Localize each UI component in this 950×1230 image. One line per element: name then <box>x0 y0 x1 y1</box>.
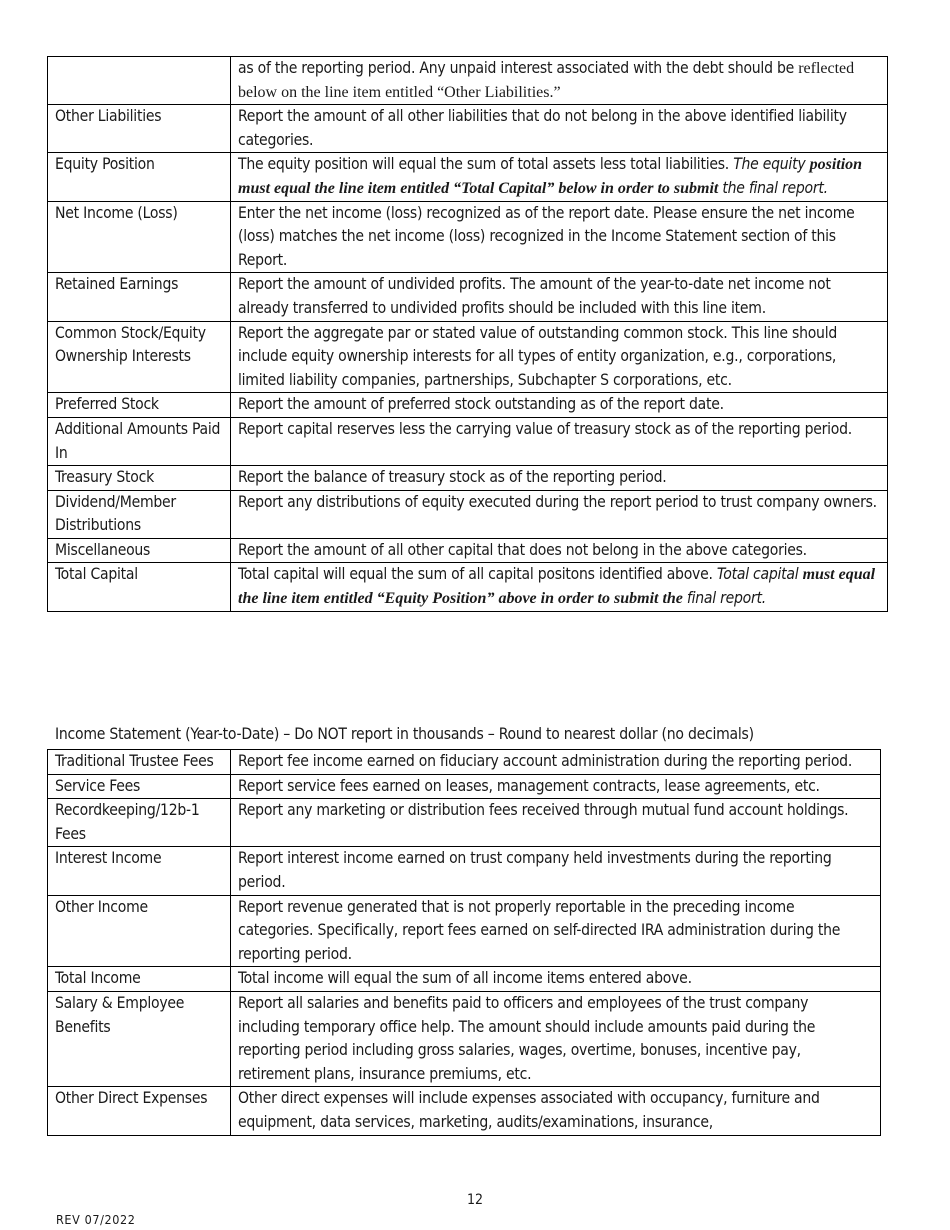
line-item-label: Retained Earnings <box>48 273 231 321</box>
table-row <box>48 750 881 775</box>
income-statement-definitions-table <box>47 749 881 1136</box>
line-item-label <box>48 57 231 105</box>
line-item-label: Preferred Stock <box>48 393 231 418</box>
line-item-label: Dividend/Member Distributions <box>48 490 231 538</box>
line-item-label: Other Liabilities <box>48 105 231 153</box>
description-text: Report the amount of all other capital that does not belong in the above categories. <box>238 540 807 559</box>
description-text: Total capital will equal the sum of all capital positons identified above. <box>238 565 717 584</box>
description-text: the final report. <box>722 178 828 197</box>
line-item-description <box>231 1087 881 1135</box>
description-text: must equal the line item entitled “Equity Position” above in order to submit the <box>238 566 876 608</box>
line-item-description <box>231 991 881 1086</box>
line-item-label: Total Income <box>48 967 231 992</box>
table-row <box>48 774 881 799</box>
description-text: Report the balance of treasury stock as of the reporting period. <box>238 468 667 487</box>
table-row <box>48 466 888 491</box>
description-text: Report revenue generated that is not properly reportable in the preceding income categories. Specifically, report fees earned on self-directed IRA administration during the reporting period. <box>238 897 841 963</box>
table-row <box>48 105 888 153</box>
line-item-description <box>231 466 888 491</box>
line-item-label: Miscellaneous <box>48 538 231 563</box>
description-text: Report the amount of undivided profits. The amount of the year-to-date net income not already transferred to undivided profits should be included with this line item. <box>238 275 831 317</box>
description-text: Report the amount of all other liabilities that do not belong in the above identified liability categories. <box>238 107 847 149</box>
description-text: The equity <box>733 155 810 174</box>
description-text: Total capital <box>716 565 803 584</box>
description-text: Report any distributions of equity executed during the report period to trust company owners. <box>238 492 877 511</box>
description-text: Report service fees earned on leases, management contracts, lease agreements, etc. <box>238 776 820 795</box>
table-row <box>48 490 888 538</box>
line-item-label: Other Direct Expenses <box>48 1087 231 1135</box>
line-item-description <box>231 799 881 847</box>
line-item-description <box>231 847 881 895</box>
table-row <box>48 847 881 895</box>
line-item-description <box>231 105 888 153</box>
line-item-label: Other Income <box>48 895 231 967</box>
line-item-description <box>231 273 888 321</box>
description-text: Report capital reserves less the carrying value of treasury stock as of the reporting period. <box>238 419 852 438</box>
line-item-label: Equity Position <box>48 153 231 201</box>
line-item-label: Interest Income <box>48 847 231 895</box>
balance-sheet-definitions-table <box>47 56 888 612</box>
description-text: The equity position will equal the sum of total assets less total liabilities. <box>238 155 734 174</box>
line-item-description <box>231 895 881 967</box>
revision-label: REV 07/2022 <box>56 1212 136 1227</box>
table-row <box>48 201 888 273</box>
line-item-description <box>231 57 888 105</box>
line-item-description <box>231 417 888 465</box>
line-item-label: Additional Amounts Paid In <box>48 417 231 465</box>
description-text: Report interest income earned on trust company held investments during the reporting period. <box>238 849 832 891</box>
description-text: Report any marketing or distribution fees received through mutual fund account holdings. <box>238 801 849 820</box>
table-row <box>48 321 888 393</box>
line-item-description <box>231 538 888 563</box>
line-item-description <box>231 153 888 201</box>
table-row <box>48 967 881 992</box>
line-item-label: Recordkeeping/12b-1 Fees <box>48 799 231 847</box>
line-item-description <box>231 750 881 775</box>
line-item-label: Service Fees <box>48 774 231 799</box>
table-row <box>48 153 888 201</box>
line-item-label: Traditional Trustee Fees <box>48 750 231 775</box>
table-row <box>48 57 888 105</box>
table-row <box>48 895 881 967</box>
line-item-label: Common Stock/Equity Ownership Interests <box>48 321 231 393</box>
line-item-label: Treasury Stock <box>48 466 231 491</box>
description-text: Other direct expenses will include expenses associated with occupancy, furniture and equipment, data services, marketing, audits/examinations, insurance, <box>238 1089 820 1131</box>
line-item-description <box>231 321 888 393</box>
description-text: Enter the net income (loss) recognized as of the report date. Please ensure the net income (loss) matches the net income (loss) recognized in the Income Statement section of this Report. <box>238 203 855 269</box>
line-item-label: Total Capital <box>48 563 231 611</box>
description-text: Report the aggregate par or stated value of outstanding common stock. This line should include equity ownership interests for all types of entity organization, e.g., corporations, limited liability companies, partnerships, Subchapter S corporations, etc. <box>238 323 837 389</box>
line-item-description <box>231 563 888 611</box>
table-row <box>48 563 888 611</box>
description-text: Report the amount of preferred stock outstanding as of the report date. <box>238 395 724 414</box>
line-item-description <box>231 393 888 418</box>
line-item-description <box>231 201 888 273</box>
table-row <box>48 1087 881 1135</box>
description-text: final report. <box>686 589 766 608</box>
table-row <box>48 538 888 563</box>
table-row <box>48 393 888 418</box>
description-text: Total income will equal the sum of all income items entered above. <box>238 969 692 988</box>
line-item-description <box>231 774 881 799</box>
description-text: Report all salaries and benefits paid to officers and employees of the trust company including temporary office help. The amount should include amounts paid during the reporting period including gross salaries, wages, overtime, bonuses, incentive pay, retirement plans, insurance premiums, etc. <box>238 993 816 1083</box>
description-text: Report fee income earned on fiduciary account administration during the reporting period. <box>238 752 853 770</box>
description-text: position must equal the line item entitled “Total Capital” below in order to submit <box>238 156 863 197</box>
line-item-description <box>231 967 881 992</box>
line-item-description <box>231 490 888 538</box>
line-item-label: Net Income (Loss) <box>48 201 231 273</box>
table-row <box>48 417 888 465</box>
table-row <box>48 799 881 847</box>
description-text: as of the reporting period. Any unpaid interest associated with the debt should be <box>238 59 799 77</box>
table-row <box>48 991 881 1086</box>
line-item-label: Salary & Employee Benefits <box>48 991 231 1086</box>
table-row <box>48 273 888 321</box>
description-text: reflected below on the line item entitled “Other Liabilities.” <box>238 60 855 101</box>
page-number: 12 <box>466 1192 484 1208</box>
income-statement-heading: Income Statement (Year-to-Date) – Do NOT report in thousands – Round to nearest dollar (no decimals) <box>55 725 754 743</box>
